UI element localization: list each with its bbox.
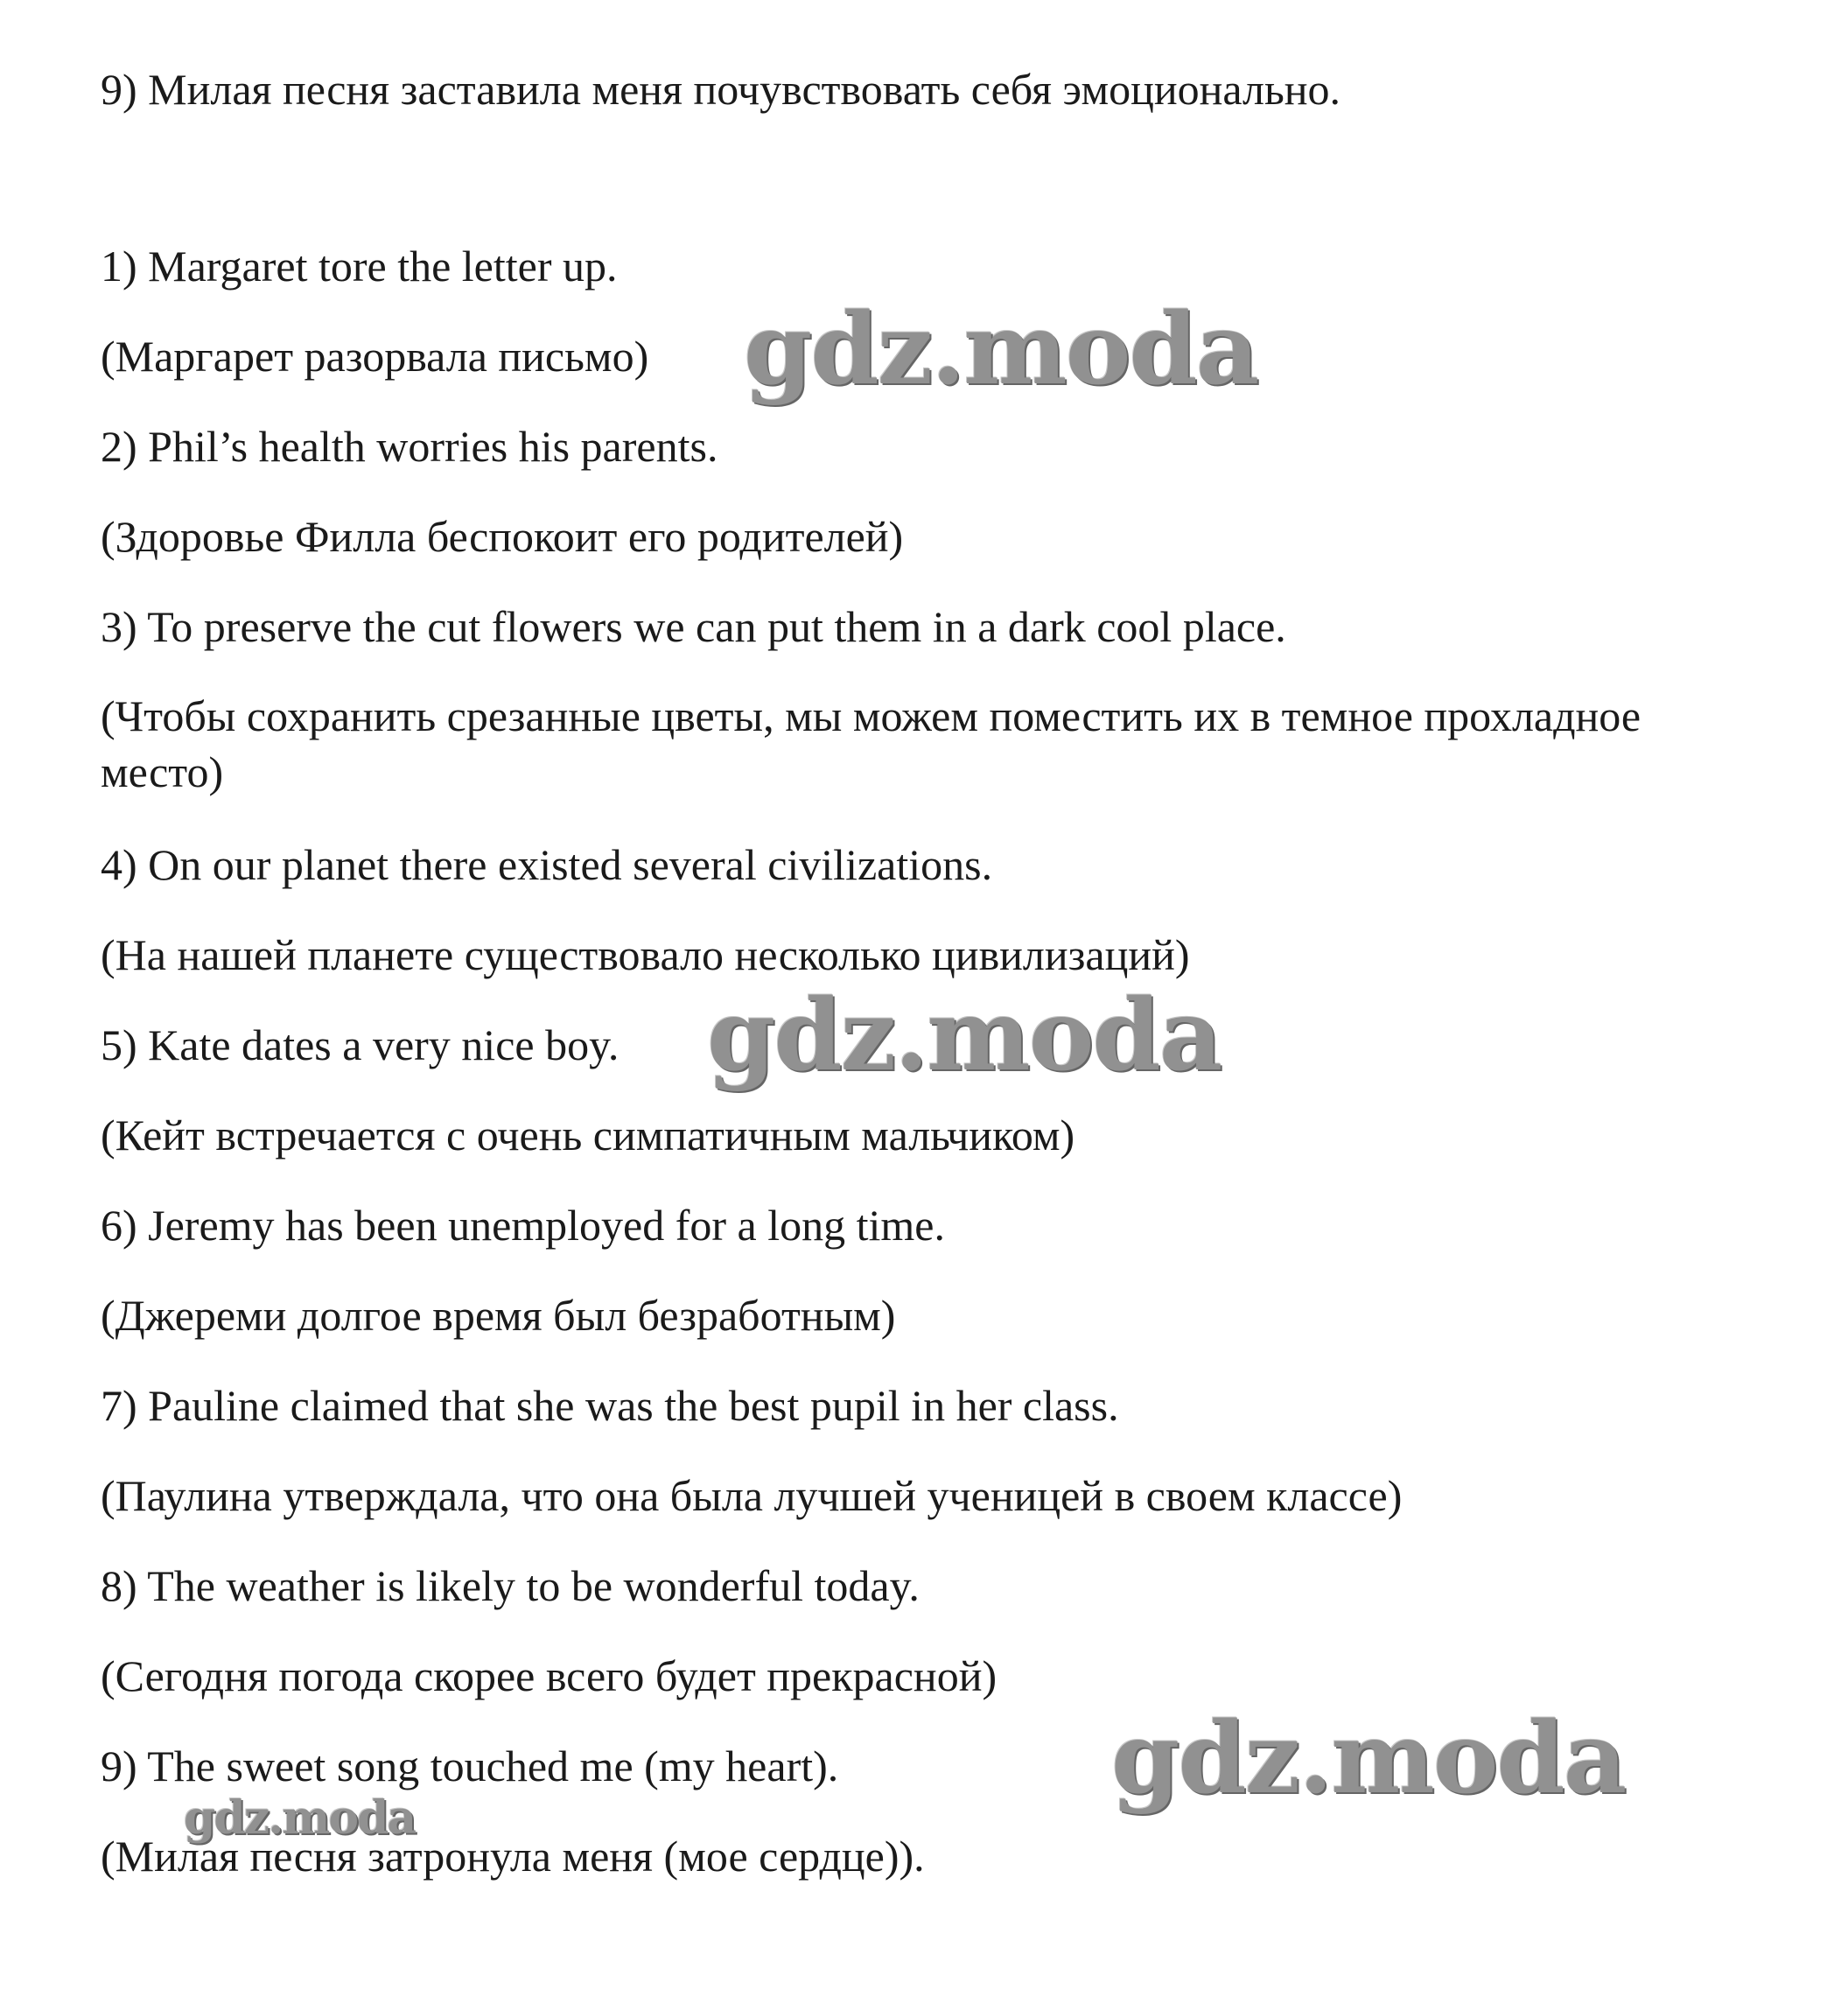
text-line: (Милая песня затронула меня (мое сердце)). <box>101 1832 925 1881</box>
text-line: (Здоровье Филла беспокоит его родителей) <box>101 512 904 561</box>
text-line: 8) The weather is likely to be wonderful today. <box>101 1561 920 1610</box>
text-line: (На нашей планете существовало несколько цивилизаций) <box>101 930 1190 979</box>
text-line: (Паулина утверждала, что она была лучшей ученицей в своем классе) <box>101 1471 1403 1520</box>
text-line: 2) Phil’s health worries his parents. <box>101 422 718 471</box>
text-line: (Маргарет разорвала письмо) <box>101 332 649 381</box>
text-line: (Чтобы сохранить срезанные цветы, мы можем поместить их в темное прохладное место) <box>101 691 1642 796</box>
text-line: 1) Margaret tore the letter up. <box>101 242 618 291</box>
text-line: 7) Pauline claimed that she was the best pupil in her class. <box>101 1381 1119 1430</box>
text-line: 6) Jeremy has been unemployed for a long time. <box>101 1201 945 1250</box>
text-line: (Сегодня погода скорее всего будет прекрасной) <box>101 1651 998 1700</box>
text-line: 3) To preserve the cut flowers we can put them in a dark cool place. <box>101 602 1286 651</box>
text-line: 9) The sweet song touched me (my heart). <box>101 1741 839 1790</box>
text-line: (Джереми долгое время был безработным) <box>101 1291 896 1340</box>
watermark-logo: gdz.moda <box>184 1791 416 1845</box>
text-line: 9) Милая песня заставила меня почувствовать себя эмоционально. <box>101 65 1341 114</box>
text-line: 5) Kate dates a very nice boy. <box>101 1020 620 1069</box>
text-line: (Кейт встречается с очень симпатичным мальчиком) <box>101 1111 1075 1160</box>
text-line: 4) On our planet there existed several civilizations. <box>101 840 993 889</box>
watermark-logo: gdz.moda <box>707 978 1222 1093</box>
watermark-logo: gdz.moda <box>744 292 1258 407</box>
watermark-logo: gdz.moda <box>1111 1701 1626 1816</box>
